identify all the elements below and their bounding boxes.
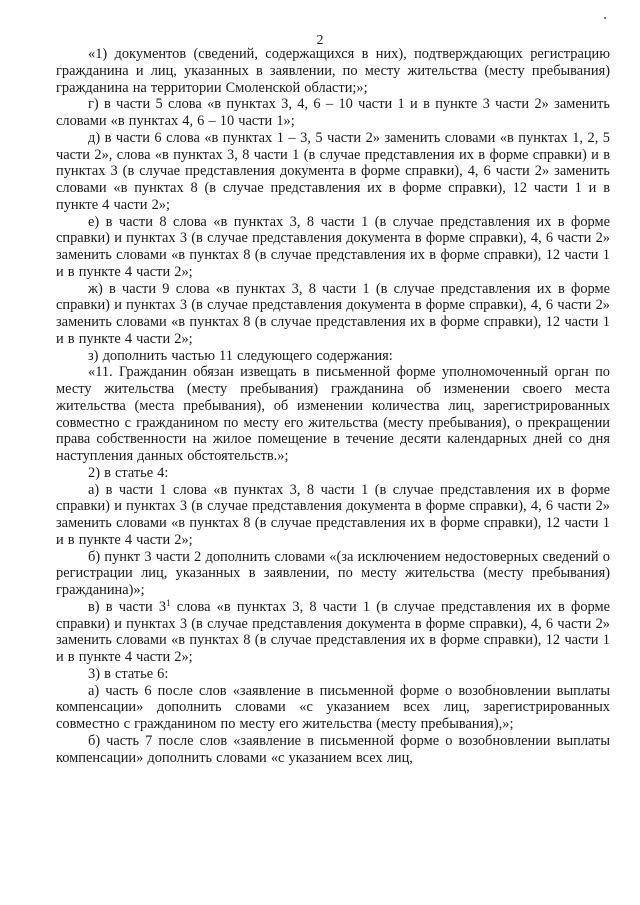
paragraph-text: в) в части 3 <box>88 598 167 615</box>
paragraph: е) в части 8 слова «в пунктах 3, 8 части 1 (в случае представления их в форме справки) и пунктах 3 (в случае представления документа в форме справки), 4, 6 части 2» заменить словами «в пунктах 8 (в случае представления их в форме справки), 12 части 1 и в пункте 4 части 2»; <box>56 213 610 280</box>
scan-speck <box>604 17 606 19</box>
paragraph: г) в части 5 слова «в пунктах 3, 4, 6 – 10 части 1 и в пункте 3 части 2» заменить словами «в пунктах 4, 6 – 10 части 1»; <box>56 96 610 129</box>
paragraph: 2) в статье 4: <box>88 464 169 481</box>
paragraph: а) часть 6 после слов «заявление в письменной форме о возобновлении выплаты компенсации» дополнить словами «с указанием всех лиц, зарегистрированных совместно с гражданином по месту его жительства (месту пребывания),»; <box>56 682 610 732</box>
paragraph: ж) в части 9 слова «в пунктах 3, 8 части 1 (в случае представления их в форме справки) и пунктах 3 (в случае представления документа в форме справки), 4, 6 части 2» заменить словами «в пунктах 8 (в случае представления их в форме справки), 12 части 1 и в пункте 4 части 2»; <box>56 280 610 347</box>
superscript: 1 <box>166 597 171 608</box>
paragraph-text: слова «в пунктах 3, 8 части 1 (в случае представления их в форме справки) и пунктах 3 (в случае представления документа в форме справки), 4, 6 части 2» заменить словами «в пунктах 8 (в случае представления их в форме справки), 12 части 1 и в пункте 4 части 2»; <box>56 598 610 665</box>
paragraph: д) в части 6 слова «в пунктах 1 – 3, 5 части 2» заменить словами «в пунктах 1, 2, 5 части 2», слова «в пунктах 3, 8 части 1 (в случае представления их в форме справки) и в пунктах 3 (в случае представления документа в форме справки), 4, 6 части 2» заменить словами «в пунктах 8 (в случае представления их в форме справки), 12 части 1 и в пункте 4 части 2»; <box>56 129 610 213</box>
paragraph: а) в части 1 слова «в пунктах 3, 8 части 1 (в случае представления их в форме справки) и пунктах 3 (в случае представления документа в форме справки), 4, 6 части 2» заменить словами «в пунктах 8 (в случае представления их в форме справки), 12 части 1 и в пункте 4 части 2»; <box>56 481 610 548</box>
paragraph: «1) документов (сведений, содержащихся в них), подтверждающих регистрацию гражданина и лиц, указанных в заявлении, по месту жительства (месту пребывания) гражданина на территории Смоленской области;»; <box>56 46 610 96</box>
paragraph: 3) в статье 6: <box>88 665 169 682</box>
paragraph: б) пункт 3 части 2 дополнить словами «(за исключением недостоверных сведений о регистрации лиц, указанных в заявлении, по месту жительства (месту пребывания) гражданина)»; <box>56 548 610 598</box>
paragraph: з) дополнить частью 11 следующего содержания: <box>88 347 393 364</box>
paragraph: «11. Гражданин обязан извещать в письменной форме уполномоченный орган по месту жительства (месту пребывания) гражданина об изменении своего места жительства (места пребывания), об изменении количества лиц, зарегистрированных совместно с гражданином по месту его жительства (месту пребывания), о прекращении права собственности на жилое помещение в течение десяти календарных дней со дня наступления данных обстоятельств.»; <box>56 364 610 464</box>
paragraph <box>56 599 610 666</box>
page-number: 2 <box>316 33 324 48</box>
paragraph: б) часть 7 после слов «заявление в письменной форме о возобновлении выплаты компенсации» дополнить словами «с указанием всех лиц, <box>56 732 610 766</box>
document-body <box>56 46 610 766</box>
